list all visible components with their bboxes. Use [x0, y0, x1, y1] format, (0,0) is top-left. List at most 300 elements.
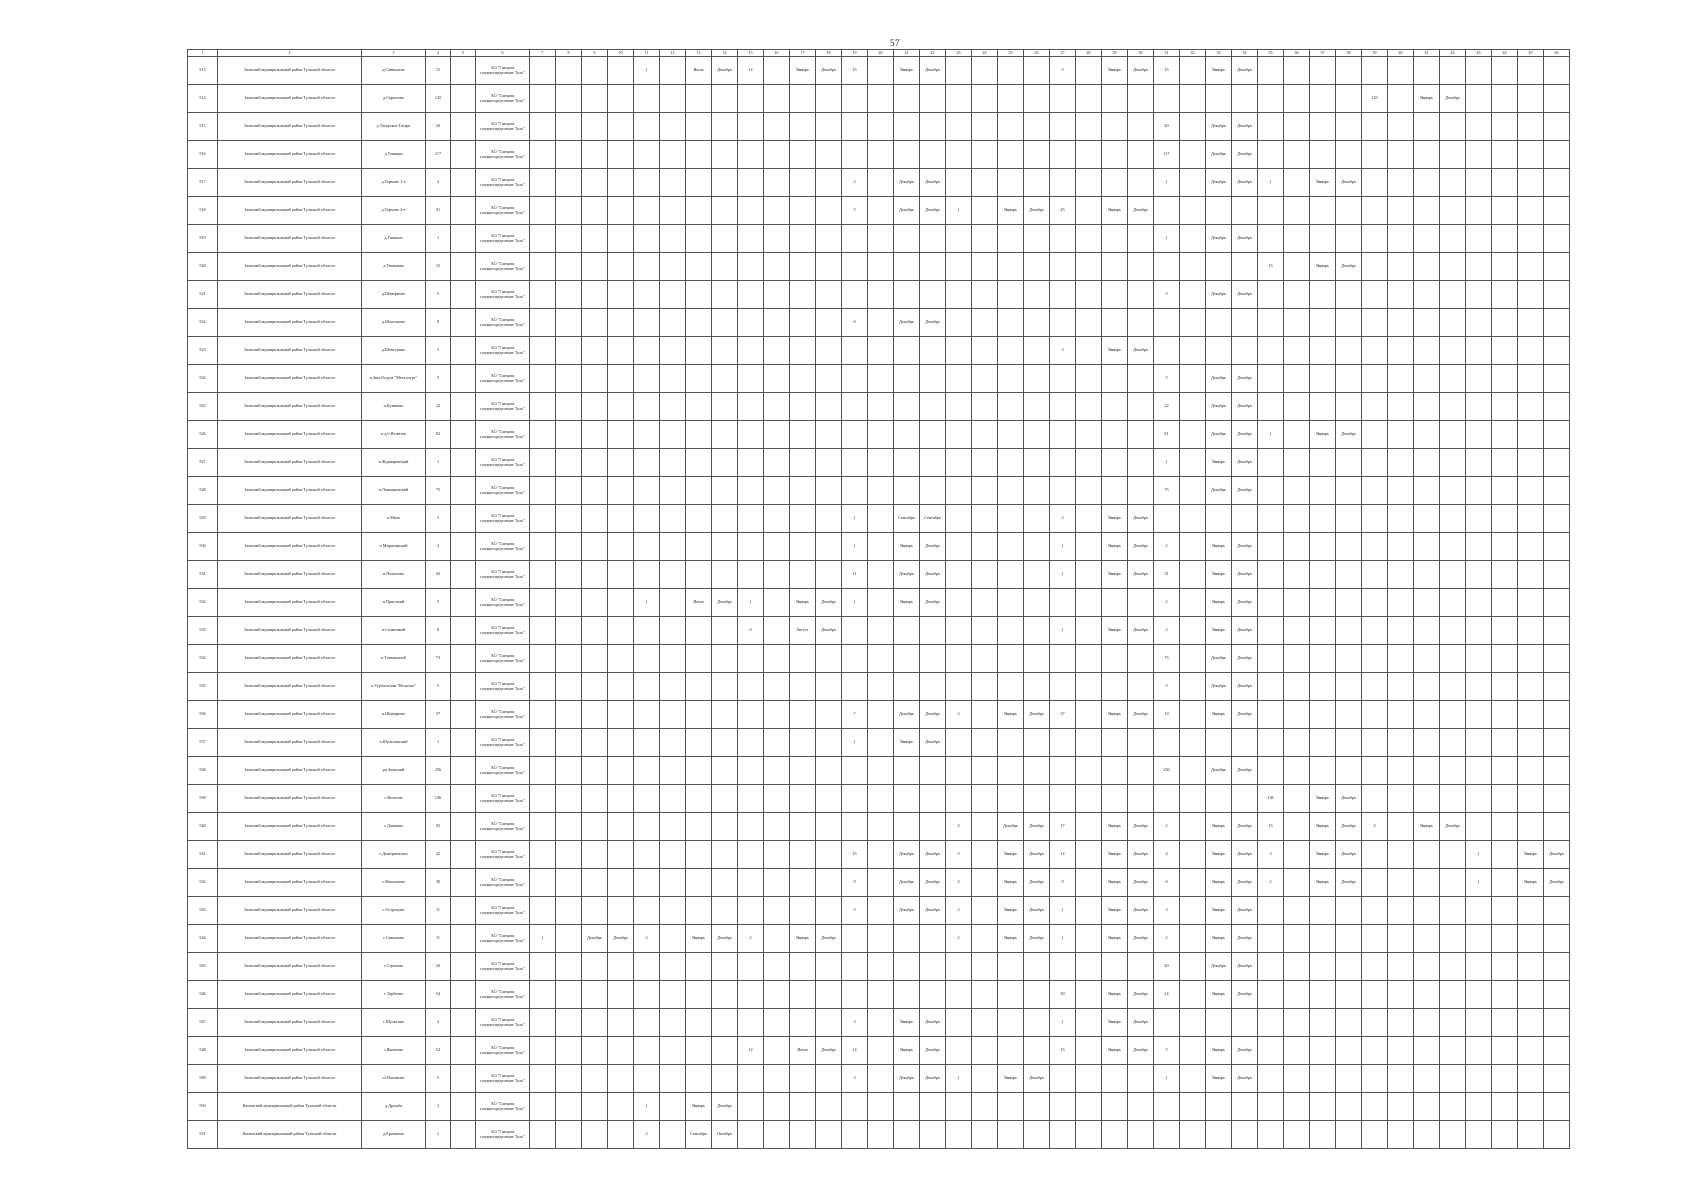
table-cell [764, 57, 790, 85]
column-number: 11 [634, 50, 660, 57]
table-cell [1180, 561, 1206, 589]
table-cell [790, 701, 816, 729]
table-cell [1258, 645, 1284, 673]
table-cell: Декабрь [1232, 953, 1258, 981]
table-cell [868, 337, 894, 365]
table-cell: Декабрь [1232, 561, 1258, 589]
table-cell: Декабрь [1206, 141, 1232, 169]
table-cell [608, 449, 634, 477]
table-cell [1440, 309, 1466, 337]
table-cell: Заокский муниципальный район Тульской области [218, 393, 362, 421]
table-cell: Декабрь [894, 169, 920, 197]
table-cell [1414, 757, 1440, 785]
table-cell: 1 [842, 729, 868, 757]
table-cell: АО "Газпром газораспределение Тула" [476, 953, 530, 981]
table-cell [972, 925, 998, 953]
table-cell: АО "Газпром газораспределение Тула" [476, 925, 530, 953]
table-cell [972, 169, 998, 197]
table-cell: Июнь [790, 1037, 816, 1065]
table-cell [1310, 757, 1336, 785]
table-cell: Декабрь [608, 925, 634, 953]
table-cell [1024, 1093, 1050, 1121]
table-cell [660, 841, 686, 869]
table-cell [556, 393, 582, 421]
table-cell [738, 757, 764, 785]
table-cell [1076, 953, 1102, 981]
table-cell [1024, 449, 1050, 477]
table-cell [712, 141, 738, 169]
table-cell [868, 673, 894, 701]
table-cell [972, 113, 998, 141]
table-cell [972, 449, 998, 477]
table-cell: Декабрь [1206, 953, 1232, 981]
table-cell [451, 925, 476, 953]
table-cell [608, 533, 634, 561]
table-cell [946, 729, 972, 757]
table-cell [894, 785, 920, 813]
table-cell [1128, 225, 1154, 253]
table-cell [530, 841, 556, 869]
table-cell: 117 [1154, 141, 1180, 169]
table-cell [842, 85, 868, 113]
table-cell [1024, 365, 1050, 393]
table-cell: Январь [1206, 981, 1232, 1009]
table-cell: 1 [634, 589, 660, 617]
table-cell [1336, 617, 1362, 645]
table-cell [842, 477, 868, 505]
table-cell [1206, 197, 1232, 225]
table-cell [1362, 225, 1388, 253]
table-cell [1466, 477, 1492, 505]
table-cell [1232, 197, 1258, 225]
table-cell [894, 281, 920, 309]
table-cell [634, 981, 660, 1009]
table-cell [868, 925, 894, 953]
table-cell [1492, 253, 1518, 281]
table-cell [920, 365, 946, 393]
table-cell [946, 225, 972, 253]
table-cell [1050, 85, 1076, 113]
table-cell [972, 953, 998, 981]
table-cell [946, 169, 972, 197]
table-cell [1544, 897, 1570, 925]
table-cell: 544 [188, 925, 218, 953]
table-cell [1128, 953, 1154, 981]
table-cell: АО "Газпром газораспределение Тула" [476, 281, 530, 309]
table-cell [556, 477, 582, 505]
page-number: 57 [890, 38, 900, 48]
table-cell [530, 477, 556, 505]
table-cell: 551 [188, 1121, 218, 1149]
table-cell [451, 57, 476, 85]
table-cell [1102, 953, 1128, 981]
table-cell [764, 85, 790, 113]
table-cell [1544, 421, 1570, 449]
table-cell [1180, 785, 1206, 813]
table-cell: 15 [1258, 813, 1284, 841]
table-cell [686, 1009, 712, 1037]
table-cell [1310, 1121, 1336, 1149]
table-cell: Декабрь [1206, 477, 1232, 505]
table-cell [530, 701, 556, 729]
table-cell [1466, 253, 1492, 281]
table-cell [1466, 1009, 1492, 1037]
table-cell [1258, 757, 1284, 785]
table-cell [1258, 925, 1284, 953]
table-cell [1024, 1037, 1050, 1065]
table-cell: Декабрь [1206, 365, 1232, 393]
column-number: 10 [608, 50, 634, 57]
table-cell [1518, 533, 1544, 561]
table-cell: Декабрь [1232, 225, 1258, 253]
table-cell [660, 113, 686, 141]
table-cell [972, 561, 998, 589]
table-cell: 2 [1154, 925, 1180, 953]
table-cell [1258, 561, 1284, 589]
table-cell [1076, 897, 1102, 925]
table-cell [1284, 869, 1310, 897]
table-cell [1388, 841, 1414, 869]
table-cell: 43 [426, 561, 451, 589]
table-cell [764, 673, 790, 701]
table-cell [556, 197, 582, 225]
table-cell [1154, 1009, 1180, 1037]
table-row [188, 309, 1570, 337]
table-cell [972, 1037, 998, 1065]
table-cell: Декабрь [894, 309, 920, 337]
table-cell [1518, 169, 1544, 197]
table-cell [1466, 85, 1492, 113]
table-cell [1466, 925, 1492, 953]
table-cell [738, 1121, 764, 1149]
table-cell [1518, 141, 1544, 169]
table-cell [1258, 113, 1284, 141]
table-cell: Декабрь [1232, 421, 1258, 449]
table-cell [764, 1065, 790, 1093]
table-cell [712, 337, 738, 365]
table-cell: Январь [790, 589, 816, 617]
table-cell: д.Ушаковка [362, 253, 426, 281]
table-cell [764, 869, 790, 897]
table-cell [868, 841, 894, 869]
table-cell [1024, 589, 1050, 617]
table-cell [1180, 309, 1206, 337]
table-cell [712, 785, 738, 813]
column-number: 44 [1492, 50, 1518, 57]
table-cell [998, 617, 1024, 645]
table-cell: 2 [1154, 617, 1180, 645]
table-cell [1050, 253, 1076, 281]
table-cell [1310, 897, 1336, 925]
table-cell [1024, 729, 1050, 757]
table-cell [790, 1009, 816, 1037]
table-cell [582, 1093, 608, 1121]
table-cell [1258, 1121, 1284, 1149]
table-cell [868, 813, 894, 841]
table-cell: п.Турбаза/пан."Велегож" [362, 673, 426, 701]
table-cell [608, 57, 634, 85]
table-cell: Декабрь [920, 1009, 946, 1037]
table-cell: Декабрь [1128, 1037, 1154, 1065]
table-cell [634, 337, 660, 365]
table-cell: 5 [842, 197, 868, 225]
table-cell [868, 505, 894, 533]
table-cell: 3 [1258, 841, 1284, 869]
table-cell: Декабрь [1024, 841, 1050, 869]
table-cell: Декабрь [1336, 253, 1362, 281]
column-number: 23 [946, 50, 972, 57]
table-cell [1310, 1093, 1336, 1121]
column-number: 15 [738, 50, 764, 57]
table-cell [1518, 225, 1544, 253]
table-cell [868, 757, 894, 785]
table-cell [556, 1093, 582, 1121]
table-cell [660, 57, 686, 85]
table-cell [868, 477, 894, 505]
table-row [188, 673, 1570, 701]
table-cell [790, 645, 816, 673]
table-cell: Декабрь [1024, 897, 1050, 925]
table-cell [1466, 141, 1492, 169]
table-cell: 4 [1154, 841, 1180, 869]
table-cell [1076, 1009, 1102, 1037]
table-cell: 542 [188, 869, 218, 897]
table-cell [1206, 253, 1232, 281]
table-cell [1388, 169, 1414, 197]
table-cell [816, 393, 842, 421]
table-cell [1232, 85, 1258, 113]
table-cell [1362, 1093, 1388, 1121]
table-cell: 541 [188, 841, 218, 869]
table-cell [1414, 785, 1440, 813]
table-cell: 3 [946, 701, 972, 729]
table-cell: п.Миротинский [362, 533, 426, 561]
table-cell [998, 1093, 1024, 1121]
table-cell: 136 [1258, 785, 1284, 813]
table-cell [1466, 533, 1492, 561]
table-cell [1388, 729, 1414, 757]
table-cell [1544, 645, 1570, 673]
table-cell [608, 589, 634, 617]
table-cell [1362, 421, 1388, 449]
table-cell [946, 421, 972, 449]
table-cell [1180, 841, 1206, 869]
table-cell [530, 281, 556, 309]
table-cell [1414, 561, 1440, 589]
table-cell [530, 673, 556, 701]
table-cell [1362, 309, 1388, 337]
table-cell: 22 [426, 393, 451, 421]
table-cell [1154, 197, 1180, 225]
table-cell [816, 673, 842, 701]
table-cell [1050, 1065, 1076, 1093]
table-cell [1518, 729, 1544, 757]
table-cell [764, 505, 790, 533]
table-cell: Январь [1414, 85, 1440, 113]
table-cell [1414, 449, 1440, 477]
table-cell [451, 449, 476, 477]
table-cell [712, 309, 738, 337]
table-cell: Декабрь [1232, 673, 1258, 701]
table-cell: 1 [842, 533, 868, 561]
table-cell: Январь [1102, 337, 1128, 365]
table-cell [608, 617, 634, 645]
table-cell [946, 309, 972, 337]
table-cell [1076, 589, 1102, 617]
table-cell [1440, 505, 1466, 533]
table-cell [1258, 729, 1284, 757]
table-cell [1388, 225, 1414, 253]
table-cell [764, 281, 790, 309]
table-cell: д.Савинские [362, 57, 426, 85]
table-cell [998, 505, 1024, 533]
table-cell [1414, 57, 1440, 85]
table-cell: 539 [188, 785, 218, 813]
column-number: 45 [1518, 50, 1544, 57]
table-cell [1076, 925, 1102, 953]
table-cell [686, 981, 712, 1009]
table-cell [946, 253, 972, 281]
table-cell [556, 225, 582, 253]
table-cell [868, 869, 894, 897]
table-cell [1414, 477, 1440, 505]
table-cell [1388, 645, 1414, 673]
table-cell [790, 85, 816, 113]
table-cell [1284, 1009, 1310, 1037]
table-cell [1050, 393, 1076, 421]
table-cell [712, 869, 738, 897]
table-cell: Декабрь [1232, 533, 1258, 561]
table-cell [1102, 673, 1128, 701]
table-cell [1180, 1009, 1206, 1037]
table-cell [738, 729, 764, 757]
table-cell: Январь [1102, 57, 1128, 85]
table-cell [1310, 1037, 1336, 1065]
table-cell: АО "Газпром газораспределение Тула" [476, 673, 530, 701]
table-cell [946, 365, 972, 393]
table-cell: 540 [188, 813, 218, 841]
table-cell [1050, 141, 1076, 169]
table-cell [634, 617, 660, 645]
table-cell [868, 1009, 894, 1037]
table-cell [1102, 785, 1128, 813]
table-cell: 537 [188, 729, 218, 757]
table-cell [946, 113, 972, 141]
table-cell [1310, 113, 1336, 141]
table-cell [1258, 673, 1284, 701]
table-cell [1258, 449, 1284, 477]
table-cell [1102, 85, 1128, 113]
table-cell [660, 785, 686, 813]
table-cell [686, 673, 712, 701]
table-cell [738, 869, 764, 897]
table-cell [1050, 757, 1076, 785]
table-cell [634, 85, 660, 113]
table-cell [868, 365, 894, 393]
table-cell [1232, 505, 1258, 533]
table-cell [1284, 785, 1310, 813]
table-cell: Январь [1310, 785, 1336, 813]
table-cell [894, 673, 920, 701]
table-cell [1388, 1037, 1414, 1065]
table-row [188, 337, 1570, 365]
table-cell [1544, 253, 1570, 281]
table-cell [530, 57, 556, 85]
table-cell [582, 729, 608, 757]
table-cell [1024, 85, 1050, 113]
table-cell [451, 169, 476, 197]
table-cell: Январь [1206, 57, 1232, 85]
table-cell [660, 617, 686, 645]
table-cell [660, 897, 686, 925]
table-cell: 20 [426, 113, 451, 141]
column-number: 28 [1076, 50, 1102, 57]
schedule-table [187, 49, 1570, 1149]
table-cell: 15 [1050, 1037, 1076, 1065]
table-cell: 31 [1154, 561, 1180, 589]
table-cell [972, 141, 998, 169]
table-cell [686, 505, 712, 533]
table-cell: Декабрь [920, 169, 946, 197]
table-cell [790, 953, 816, 981]
table-cell [530, 645, 556, 673]
table-cell [712, 981, 738, 1009]
table-cell [1076, 1093, 1102, 1121]
table-cell: Январь [1206, 1065, 1232, 1093]
table-cell: 535 [188, 673, 218, 701]
table-cell [451, 1093, 476, 1121]
table-cell [1492, 225, 1518, 253]
table-cell [868, 113, 894, 141]
table-cell: 1 [1050, 561, 1076, 589]
table-cell [582, 701, 608, 729]
table-cell [1492, 1037, 1518, 1065]
table-cell: с.Страхово [362, 953, 426, 981]
table-cell [1518, 421, 1544, 449]
table-cell [608, 477, 634, 505]
table-cell [660, 365, 686, 393]
table-cell [920, 953, 946, 981]
table-cell [1284, 1121, 1310, 1149]
table-cell [1492, 897, 1518, 925]
table-cell [530, 197, 556, 225]
table-cell [972, 981, 998, 1009]
table-cell [1492, 841, 1518, 869]
table-cell [660, 561, 686, 589]
table-cell [1388, 897, 1414, 925]
table-cell [582, 645, 608, 673]
table-cell [1440, 1009, 1466, 1037]
table-cell [1362, 897, 1388, 925]
table-cell [582, 113, 608, 141]
table-cell [1466, 757, 1492, 785]
table-cell [1310, 449, 1336, 477]
table-cell [1414, 869, 1440, 897]
table-cell [1388, 1009, 1414, 1037]
table-cell [816, 841, 842, 869]
table-cell [1388, 617, 1414, 645]
table-cell [451, 757, 476, 785]
table-cell [1180, 1121, 1206, 1149]
table-cell [712, 1009, 738, 1037]
table-cell [1284, 533, 1310, 561]
table-cell: Заокский муниципальный район Тульской области [218, 1037, 362, 1065]
table-cell: Декабрь [1128, 617, 1154, 645]
table-cell [660, 729, 686, 757]
table-cell [1388, 337, 1414, 365]
table-cell [451, 533, 476, 561]
table-cell [738, 421, 764, 449]
